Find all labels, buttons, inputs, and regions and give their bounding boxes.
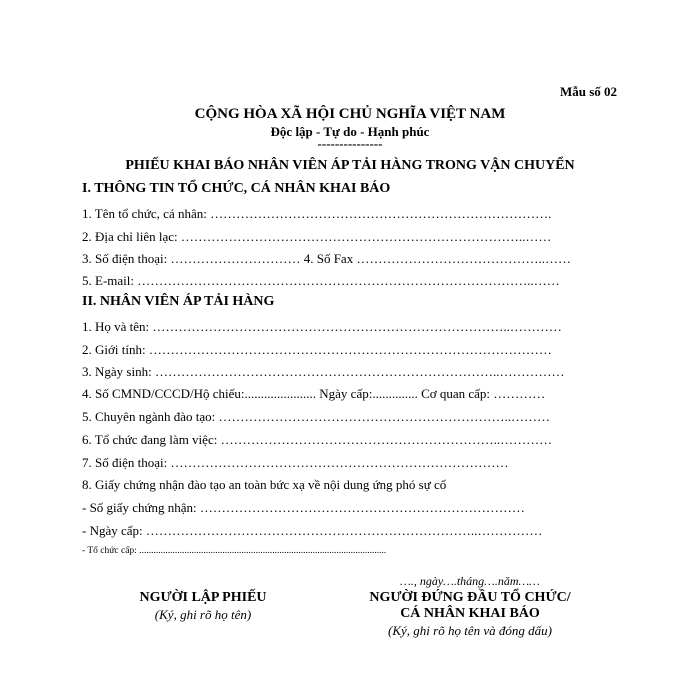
country-name: CỘNG HÒA XÃ HỘI CHỦ NGHĨA VIỆT NAM xyxy=(194,106,506,122)
certificate-number-line: - Số giấy chứng nhận: ………………………………………………………………… xyxy=(82,500,525,515)
id-document-line: 4. Số CMND/CCCD/Hộ chiếu:...................... Ngày cấp:.............. Cơ quan cấp: ………… xyxy=(82,386,546,401)
form-title: PHIẾU KHAI BÁO NHÂN VIÊN ÁP TẢI HÀNG TRONG VẬN CHUYỂN xyxy=(125,158,575,173)
gender-line: 2. Giới tính: ………………………………………………………………………………… xyxy=(82,342,552,357)
org-name-line: 1. Tên tổ chức, cá nhân: ……………………………………………………………………. xyxy=(82,206,552,221)
preparer-note: (Ký, ghi rõ họ tên) xyxy=(154,607,252,622)
issue-date-line: - Ngày cấp: …………………………………………………………………..…………… xyxy=(82,523,543,538)
head-note: (Ký, ghi rõ họ tên và đóng dấu) xyxy=(388,623,552,638)
certificate-line: 8. Giấy chứng nhận đào tạo an toàn bức xạ về nội dung ứng phó sự cố xyxy=(82,477,447,492)
form-code: Mẫu số 02 xyxy=(560,84,618,99)
employee-phone-line: 7. Số điện thoại: …………………………………………………………………… xyxy=(82,455,509,470)
workplace-line: 6. Tổ chức đang làm việc: ………………………………………………………..………… xyxy=(82,432,553,447)
head-title-1: NGƯỜI ĐỨNG ĐẦU TỔ CHỨC/ xyxy=(369,590,571,605)
issuing-org-line: - Tổ chức cấp: ........................................................................................................ xyxy=(82,546,387,556)
birth-date-line: 3. Ngày sinh: ……………………………………………………………………..…………… xyxy=(82,364,565,379)
phone-fax-line: 3. Số điện thoại: ………………………… 4. Số Fax ……………………………………..…… xyxy=(82,251,571,266)
training-major-line: 5. Chuyên ngành đào tạo: …………………………………………………………..……… xyxy=(82,409,550,424)
date-line: …., ngày….tháng….năm…… xyxy=(400,574,540,588)
motto: Độc lập - Tự do - Hạnh phúc xyxy=(270,124,430,139)
head-title-2: CÁ NHÂN KHAI BÁO xyxy=(400,606,540,621)
section2-heading: II. NHÂN VIÊN ÁP TẢI HÀNG xyxy=(82,294,275,309)
email-line: 5. E-mail: ………………………………………………………………………………..…… xyxy=(82,273,560,288)
full-name-line: 1. Họ và tên: ………………………………………………………………………..………… xyxy=(82,319,562,334)
section1-heading: I. THÔNG TIN TỔ CHỨC, CÁ NHÂN KHAI BÁO xyxy=(82,181,391,196)
contact-address-line: 2. Địa chỉ liên lạc: ……………………………………………………………………..…… xyxy=(82,229,552,244)
preparer-title: NGƯỜI LẬP PHIẾU xyxy=(139,590,267,605)
header-rule: --------------- xyxy=(317,136,383,151)
